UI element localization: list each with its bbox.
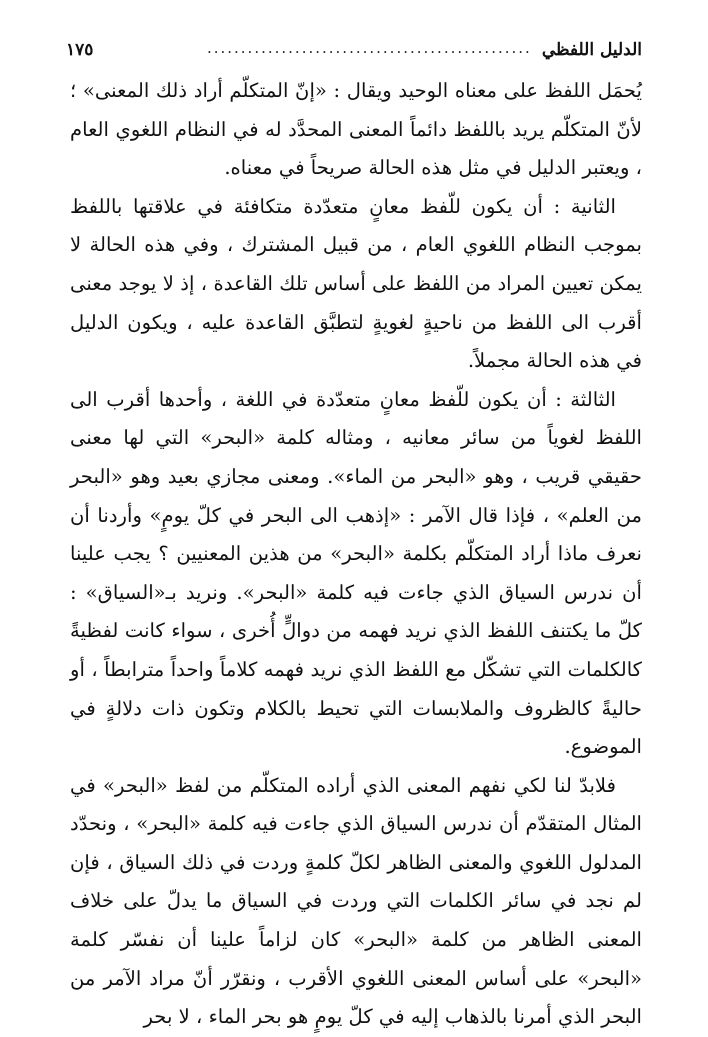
page-body (70, 72, 642, 1037)
paragraph-1: يُحمَل اللفظ على معناه الوحيد ويقال : «إنّ المتكلّم أراد ذلك المعنى» ؛ لأنّ المتكلّم يريد باللفظ دائماً المعنى المحدَّد له في النظام اللغوي العام ، ويعتبر الدليل في مثل هذه الحالة صريحاً في معناه. (70, 79, 642, 180)
running-title: الدليل اللفظي (541, 40, 642, 60)
leader-dots: ................................................ (206, 39, 532, 57)
paragraph-2: الثانية : أن يكون للّفظ معانٍ متعدّدة متكافئة في علاقتها باللفظ بموجب النظام اللغوي العام ، من قبيل المشترك ، وفي هذه الحالة لا يمكن تعيين المراد من اللفظ على أساس تلك القاعدة ، إذ لا يوجد معنى أقرب الى اللفظ من ناحيةٍ لغويةٍ لتطبَّق القاعدة عليه ، ويكون الدليل في هذه الحالة مجملاً. (70, 194, 642, 373)
page-number: ١٧٥ (66, 40, 94, 60)
paragraph-4: فلابدّ لنا لكي نفهم المعنى الذي أراده المتكلّم من لفظ «البحر» في المثال المتقدّم أن ندرس السياق الذي جاءت فيه كلمة «البحر» ، ونحدّد المدلول اللغوي والمعنى الظاهر لكلّ كلمةٍ وردت في ذلك السياق ، فإن لم نجد في سائر الكلمات التي وردت في السياق ما يدلّ على خلاف المعنى الظاهر من كلمة «البحر» كان لزاماً علينا أن نفسّر كلمة «البحر» على أساس المعنى اللغوي الأقرب ، ونقرّر أنّ مراد الآمر من البحر الذي أمرنا بالذهاب إليه في كلّ يومٍ هو بحر الماء ، لا بحر (70, 773, 642, 1029)
running-header (66, 24, 642, 60)
paragraph-3: الثالثة : أن يكون للّفظ معانٍ متعدّدة في اللغة ، وأحدها أقرب الى اللفظ لغوياً من سائر معانيه ، ومثاله كلمة «البحر» التي لها معنى حقيقي قريب ، وهو «البحر من الماء». ومعنى مجازي بعيد وهو «البحر من العلم» ، فإذا قال الآمر : «إذهب الى البحر في كلّ يومٍ» وأردنا أن نعرف ماذا أراد المتكلّم بكلمة «البحر» من هذين المعنيين ؟ يجب علينا أن ندرس السياق الذي جاءت فيه كلمة «البحر». ونريد بـ«السياق» : كلّ ما يكتنف اللفظ الذي نريد فهمه من دوالٍّ أُخرى ، سواء كانت لفظيةً كالكلمات التي تشكّل مع اللفظ الذي نريد فهمه كلاماً واحداً مترابطاً ، أو حاليةً كالظروف والملابسات التي تحيط بالكلام وتكون ذات دلالةٍ في الموضوع. (70, 387, 642, 759)
